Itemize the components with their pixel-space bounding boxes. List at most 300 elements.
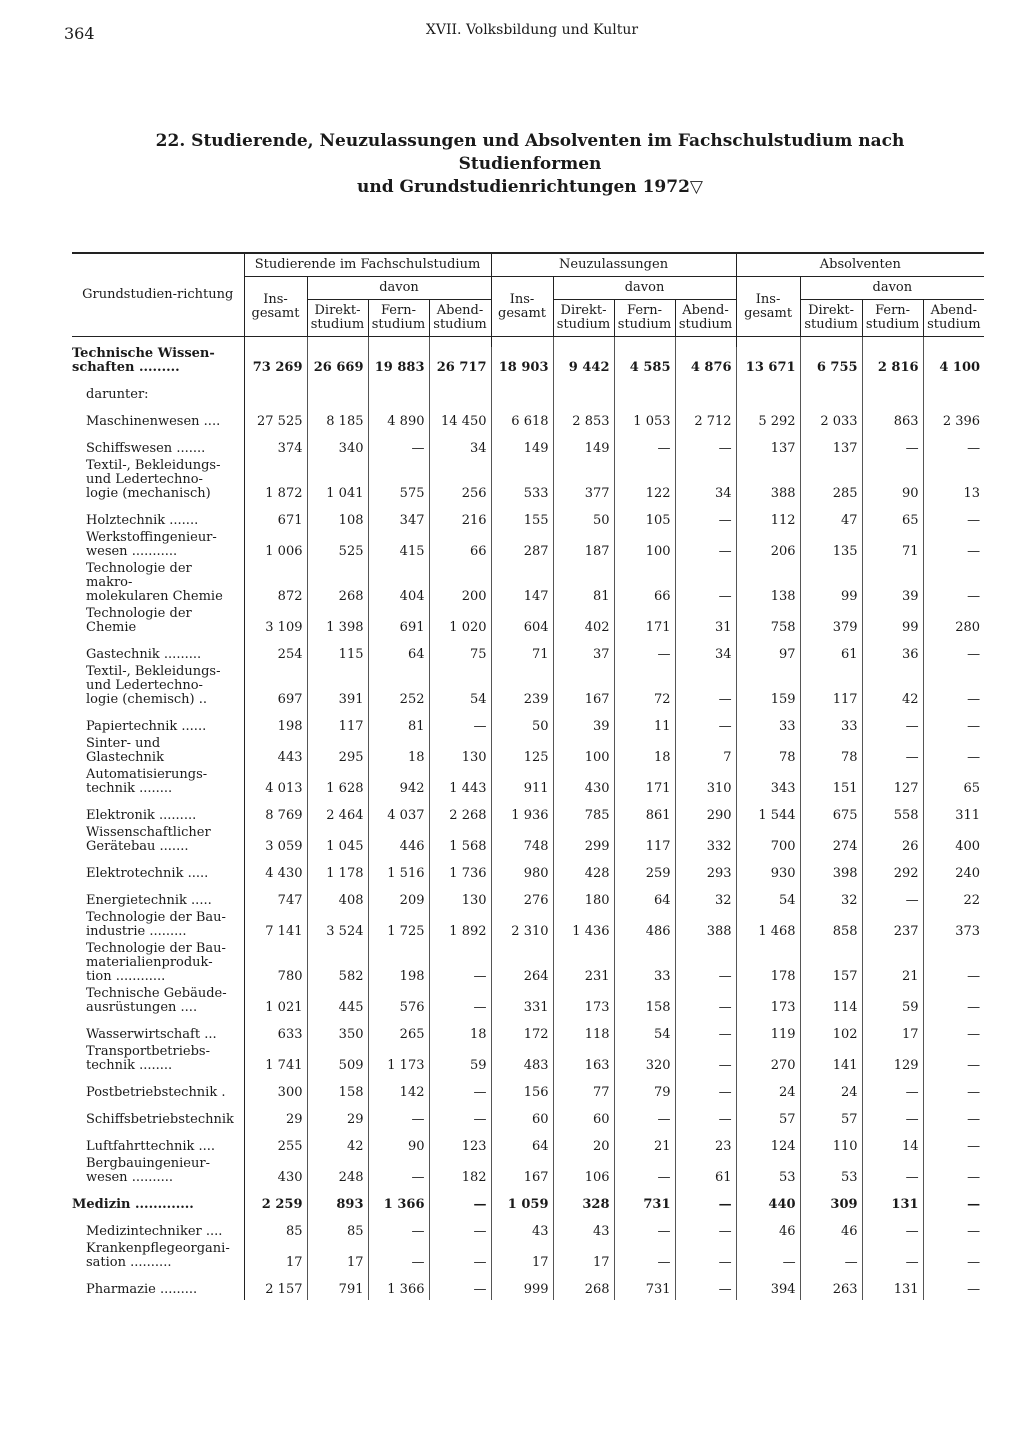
table-cell: 81 <box>368 710 429 737</box>
table-cell: 675 <box>800 799 862 826</box>
table-title <box>90 130 970 199</box>
table-cell: — <box>675 504 736 531</box>
table-cell: — <box>614 1103 675 1130</box>
table-cell: 1 178 <box>307 857 368 884</box>
table-cell: — <box>614 1242 675 1273</box>
row-label-line: Gerätebau ....... <box>86 839 189 854</box>
table-cell: 129 <box>862 1045 923 1076</box>
table-row <box>72 638 984 665</box>
table-cell: 7 141 <box>244 911 307 942</box>
row-label-line: darunter: <box>86 387 149 402</box>
table-cell: 114 <box>800 987 862 1018</box>
table-cell: 290 <box>675 799 736 826</box>
table-cell: — <box>967 441 981 456</box>
table-cell: 42 <box>307 1130 368 1157</box>
table-cell: 78 <box>800 737 862 768</box>
table-cell: 2 310 <box>491 911 553 942</box>
table-cell: 604 <box>491 607 553 638</box>
table-cell: 309 <box>800 1188 862 1215</box>
row-label-line: technik ........ <box>86 1058 173 1073</box>
row-label <box>72 987 244 1018</box>
table-cell: 328 <box>553 1188 614 1215</box>
table-cell: 71 <box>862 531 923 562</box>
row-label-line: Papiertechnik ...... <box>86 719 207 734</box>
table-cell: 216 <box>429 504 491 531</box>
table-cell: 255 <box>244 1130 307 1157</box>
table-row <box>72 1157 984 1188</box>
table-cell: 99 <box>862 607 923 638</box>
row-label <box>72 826 244 857</box>
col-header-davon: davon <box>307 277 491 300</box>
table-row <box>72 768 984 799</box>
table-cell: 18 <box>429 1018 491 1045</box>
table-cell: 2 853 <box>553 405 614 432</box>
table-cell: — <box>967 1197 981 1212</box>
group-header-studierende: Studierende im Fachschulstudium <box>244 253 491 277</box>
table-cell: 911 <box>491 768 553 799</box>
table-cell: — <box>967 719 981 734</box>
table-cell: 131 <box>862 1188 923 1215</box>
row-label-line: Bergbauingenieur- <box>86 1156 210 1171</box>
row-label <box>72 1103 244 1130</box>
table-cell: 731 <box>614 1188 675 1215</box>
table-cell: 187 <box>553 531 614 562</box>
table-cell: — <box>675 987 736 1018</box>
table-cell: — <box>967 1085 981 1100</box>
table-cell: 999 <box>491 1273 553 1300</box>
table-cell: 206 <box>736 531 800 562</box>
row-label-line: Pharmazie ......... <box>86 1282 198 1297</box>
table-cell: 167 <box>491 1157 553 1188</box>
row-label <box>72 1045 244 1076</box>
table-cell: 135 <box>800 531 862 562</box>
table-cell: 23 <box>675 1130 736 1157</box>
table-cell: 1 173 <box>368 1045 429 1076</box>
table-cell: 374 <box>244 432 307 459</box>
table-cell: 81 <box>553 562 614 607</box>
table-cell: 18 <box>368 737 429 768</box>
table-cell <box>675 378 736 405</box>
table-cell: 75 <box>429 638 491 665</box>
table-cell: — <box>862 884 923 911</box>
table-cell: 149 <box>553 432 614 459</box>
page-number: 364 <box>64 24 95 43</box>
row-label-line: Elektrotechnik ..... <box>86 866 209 881</box>
table-cell: 110 <box>800 1130 862 1157</box>
row-label <box>72 857 244 884</box>
table-cell: 198 <box>368 942 429 987</box>
table-cell: 36 <box>862 638 923 665</box>
table-cell: 77 <box>553 1076 614 1103</box>
table-cell: 137 <box>800 432 862 459</box>
table-cell: 156 <box>491 1076 553 1103</box>
table-row <box>72 884 984 911</box>
table-cell: 400 <box>955 839 981 854</box>
table-cell: 17 <box>553 1242 614 1273</box>
table-cell: 142 <box>368 1076 429 1103</box>
table-cell: 1 436 <box>553 911 614 942</box>
table-cell: 3 524 <box>307 911 368 942</box>
table-cell: 124 <box>736 1130 800 1157</box>
table-cell: 90 <box>862 459 923 504</box>
table-cell: 180 <box>553 884 614 911</box>
table-cell: — <box>675 1215 736 1242</box>
table-cell: 137 <box>736 432 800 459</box>
table-cell: — <box>967 969 981 984</box>
table-cell: 105 <box>614 504 675 531</box>
table-cell: 700 <box>736 826 800 857</box>
table-cell: 980 <box>491 857 553 884</box>
table-cell: 1 059 <box>491 1188 553 1215</box>
row-label-line: wesen ........... <box>86 544 178 559</box>
row-label-line: Automatisierungs- <box>86 767 208 782</box>
table-row <box>72 799 984 826</box>
row-label <box>72 378 244 405</box>
table-cell: — <box>675 1242 736 1273</box>
row-label-line: tion ............ <box>86 969 166 984</box>
table-cell: 2 816 <box>862 347 923 378</box>
table-row <box>72 1130 984 1157</box>
table-cell: 394 <box>736 1273 800 1300</box>
table-row <box>72 826 984 857</box>
row-label <box>72 884 244 911</box>
table-cell: 254 <box>244 638 307 665</box>
table-cell: 248 <box>307 1157 368 1188</box>
table-cell: 6 755 <box>800 347 862 378</box>
table-cell: 265 <box>368 1018 429 1045</box>
table-cell: 310 <box>675 768 736 799</box>
table-cell: 100 <box>614 531 675 562</box>
table-cell: 268 <box>307 562 368 607</box>
table-cell: — <box>967 1058 981 1073</box>
table-cell: 24 <box>800 1076 862 1103</box>
row-label <box>72 665 244 710</box>
table-cell: 445 <box>307 987 368 1018</box>
table-cell: 930 <box>736 857 800 884</box>
table-cell <box>800 378 862 405</box>
table-cell <box>429 378 491 405</box>
table-cell: 21 <box>614 1130 675 1157</box>
table-cell: 33 <box>614 942 675 987</box>
row-label <box>72 504 244 531</box>
table-cell: 408 <box>307 884 368 911</box>
row-label <box>72 638 244 665</box>
table-cell: 691 <box>368 607 429 638</box>
table-cell: 64 <box>491 1130 553 1157</box>
table-cell: 942 <box>368 768 429 799</box>
row-label-line: Elektronik ......... <box>86 808 197 823</box>
table-cell: 163 <box>553 1045 614 1076</box>
row-label <box>72 1188 244 1215</box>
table-cell: 1 872 <box>244 459 307 504</box>
table-cell: 151 <box>800 768 862 799</box>
col-header-fernstudium: Fern-studium <box>368 300 429 337</box>
table-cell: 671 <box>244 504 307 531</box>
table-cell: 99 <box>800 562 862 607</box>
table-cell: 1 020 <box>429 607 491 638</box>
table-cell: 4 876 <box>675 347 736 378</box>
table-cell: 388 <box>675 911 736 942</box>
table-cell: 31 <box>675 607 736 638</box>
table-cell: — <box>368 432 429 459</box>
table-cell: — <box>967 1255 981 1270</box>
table-cell: — <box>675 710 736 737</box>
table-cell: 863 <box>862 405 923 432</box>
table-cell: — <box>429 1242 491 1273</box>
table-cell: 198 <box>244 710 307 737</box>
table-cell: 46 <box>800 1215 862 1242</box>
table-cell: 1 892 <box>429 911 491 942</box>
table-cell: 72 <box>614 665 675 710</box>
table-cell: 59 <box>429 1045 491 1076</box>
row-label <box>72 607 244 638</box>
table-cell: 57 <box>736 1103 800 1130</box>
row-label <box>72 432 244 459</box>
table-cell: 858 <box>800 911 862 942</box>
table-cell: 293 <box>675 857 736 884</box>
table-cell: 158 <box>307 1076 368 1103</box>
table-cell: 97 <box>736 638 800 665</box>
table-cell: 32 <box>675 884 736 911</box>
table-cell: 274 <box>800 826 862 857</box>
table-cell: 90 <box>368 1130 429 1157</box>
table-cell: 130 <box>429 737 491 768</box>
table-row <box>72 665 984 710</box>
table-row <box>72 1273 984 1300</box>
row-label-line: Wasserwirtschaft ... <box>86 1027 217 1042</box>
row-label-line: Technologie der Chemie <box>86 606 192 635</box>
table-row <box>72 562 984 607</box>
table-row <box>72 911 984 942</box>
table-cell: 26 <box>862 826 923 857</box>
table-cell: 108 <box>307 504 368 531</box>
table-cell: 117 <box>307 710 368 737</box>
table-cell <box>491 378 553 405</box>
table-cell: 54 <box>736 884 800 911</box>
table-cell: — <box>429 1188 491 1215</box>
table-cell: 872 <box>244 562 307 607</box>
row-label-line: Technologie der Bau- <box>86 941 226 956</box>
table-cell: 53 <box>800 1157 862 1188</box>
table-cell: 1 468 <box>736 911 800 942</box>
table-cell: 1 736 <box>429 857 491 884</box>
table-cell: — <box>675 562 736 607</box>
table-cell: 264 <box>491 942 553 987</box>
table-cell: 1 725 <box>368 911 429 942</box>
table-cell: 24 <box>736 1076 800 1103</box>
table-cell: 8 769 <box>244 799 307 826</box>
col-header-direktstudium: Direkt-studium <box>800 300 862 337</box>
table-cell: 486 <box>614 911 675 942</box>
table-cell: 119 <box>736 1018 800 1045</box>
table-cell: 155 <box>491 504 553 531</box>
table-row <box>72 737 984 768</box>
table-cell: 1 443 <box>429 768 491 799</box>
title-line-1: 22. Studierende, Neuzulassungen und Absolventen im Fachschulstudium nach Studienformen <box>155 131 905 174</box>
table-cell: 21 <box>862 942 923 987</box>
row-header: Grundstudien-richtung <box>72 253 244 337</box>
table-cell: — <box>429 1076 491 1103</box>
table-cell: 125 <box>491 737 553 768</box>
table-cell: 1 544 <box>736 799 800 826</box>
table-cell: 60 <box>491 1103 553 1130</box>
table-cell: 157 <box>800 942 862 987</box>
table-cell: 29 <box>307 1103 368 1130</box>
table-cell: 17 <box>244 1242 307 1273</box>
table-cell: 64 <box>614 884 675 911</box>
table-cell: 263 <box>800 1273 862 1300</box>
table-cell: 758 <box>736 607 800 638</box>
table-cell: 54 <box>429 665 491 710</box>
table-cell: — <box>862 1103 923 1130</box>
table-cell: 11 <box>614 710 675 737</box>
table-cell: — <box>675 432 736 459</box>
table-cell: — <box>429 710 491 737</box>
table-cell: 252 <box>368 665 429 710</box>
table-cell: 295 <box>307 737 368 768</box>
table-cell: 388 <box>736 459 800 504</box>
table-cell: 66 <box>429 531 491 562</box>
table-cell: — <box>614 638 675 665</box>
table-cell: — <box>675 1018 736 1045</box>
table-cell: — <box>429 1215 491 1242</box>
table-cell: — <box>967 1139 981 1154</box>
table-cell: 57 <box>800 1103 862 1130</box>
table-cell: — <box>967 513 981 528</box>
row-label-line: Technologie der Bau- <box>86 910 226 925</box>
table-cell: 398 <box>800 857 862 884</box>
table-cell: 533 <box>491 459 553 504</box>
table-cell: 14 450 <box>429 405 491 432</box>
table-cell: — <box>675 1045 736 1076</box>
table-row <box>72 1076 984 1103</box>
row-label <box>72 911 244 942</box>
table-cell: 171 <box>614 607 675 638</box>
row-label <box>72 1273 244 1300</box>
row-label <box>72 459 244 504</box>
table-cell: 331 <box>491 987 553 1018</box>
table-cell: 430 <box>553 768 614 799</box>
table-cell: 633 <box>244 1018 307 1045</box>
table-cell: 141 <box>800 1045 862 1076</box>
table-cell: 311 <box>955 808 981 823</box>
row-label <box>72 1018 244 1045</box>
table-cell: 748 <box>491 826 553 857</box>
table-cell: — <box>675 531 736 562</box>
row-label-line: Sinter- und Glastechnik <box>86 736 164 765</box>
table-cell: 1 741 <box>244 1045 307 1076</box>
table-cell: 117 <box>614 826 675 857</box>
table-cell: — <box>967 589 981 604</box>
table-cell: 6 618 <box>491 405 553 432</box>
table-cell: 483 <box>491 1045 553 1076</box>
table-cell: 27 525 <box>244 405 307 432</box>
table-cell: 149 <box>491 432 553 459</box>
row-label <box>72 1157 244 1188</box>
table-cell: 117 <box>800 665 862 710</box>
table-cell: 379 <box>800 607 862 638</box>
row-label <box>72 768 244 799</box>
row-label-line: Medizintechniker .... <box>86 1224 223 1239</box>
row-label-line: Transportbetriebs- <box>86 1044 210 1059</box>
table-cell: — <box>614 1215 675 1242</box>
table-cell: 240 <box>955 866 981 881</box>
table-cell: 558 <box>862 799 923 826</box>
table-cell: — <box>614 432 675 459</box>
table-cell: 158 <box>614 987 675 1018</box>
table-cell <box>923 378 984 405</box>
row-label-line: und Ledertechno- <box>86 472 203 487</box>
table-cell: 343 <box>736 768 800 799</box>
table-cell: — <box>967 1000 981 1015</box>
group-header-absolventen: Absolventen <box>736 253 984 277</box>
table-cell: — <box>429 1103 491 1130</box>
table-cell <box>736 378 800 405</box>
table-cell: 1 006 <box>244 531 307 562</box>
table-cell: 697 <box>244 665 307 710</box>
row-label-line: materialienproduk- <box>86 955 213 970</box>
statistics-table <box>72 252 984 1300</box>
table-cell: 256 <box>429 459 491 504</box>
table-cell: 4 430 <box>244 857 307 884</box>
table-cell: 33 <box>736 710 800 737</box>
table-cell: 61 <box>675 1157 736 1188</box>
table-cell: 182 <box>429 1157 491 1188</box>
table-cell: 138 <box>736 562 800 607</box>
table-cell: 20 <box>553 1130 614 1157</box>
table-cell: 576 <box>368 987 429 1018</box>
row-label <box>72 1215 244 1242</box>
table-cell: 115 <box>307 638 368 665</box>
table-body <box>72 337 984 1301</box>
col-header-insgesamt: Ins-gesamt <box>244 277 307 337</box>
table-cell: 430 <box>244 1157 307 1188</box>
col-header-davon: davon <box>553 277 736 300</box>
table-cell <box>244 378 307 405</box>
table-cell: 34 <box>675 638 736 665</box>
table-cell: 79 <box>614 1076 675 1103</box>
table-row <box>72 987 984 1018</box>
table-row <box>72 607 984 638</box>
row-label-line: Technische Gebäude- <box>86 986 227 1001</box>
table-cell: 780 <box>244 942 307 987</box>
table-cell: — <box>862 1242 923 1273</box>
table-cell: 130 <box>429 884 491 911</box>
table-cell: 2 268 <box>429 799 491 826</box>
table-cell: 17 <box>491 1242 553 1273</box>
table-cell: 61 <box>800 638 862 665</box>
table-cell: 575 <box>368 459 429 504</box>
table-cell: — <box>862 1076 923 1103</box>
table-cell: 299 <box>553 826 614 857</box>
table-row <box>72 347 984 378</box>
table-cell: 200 <box>429 562 491 607</box>
table-cell: 1 568 <box>429 826 491 857</box>
table-cell: 85 <box>244 1215 307 1242</box>
table-cell: — <box>967 647 981 662</box>
table-row <box>72 942 984 987</box>
table-cell: 582 <box>307 942 368 987</box>
table-cell: 300 <box>244 1076 307 1103</box>
table-cell: 43 <box>491 1215 553 1242</box>
table-row <box>72 531 984 562</box>
table-cell: — <box>862 432 923 459</box>
table-cell: 78 <box>736 737 800 768</box>
table-cell: 1 041 <box>307 459 368 504</box>
col-header-insgesamt: Ins-gesamt <box>736 277 800 337</box>
table-cell: 404 <box>368 562 429 607</box>
table-cell: — <box>429 1273 491 1300</box>
